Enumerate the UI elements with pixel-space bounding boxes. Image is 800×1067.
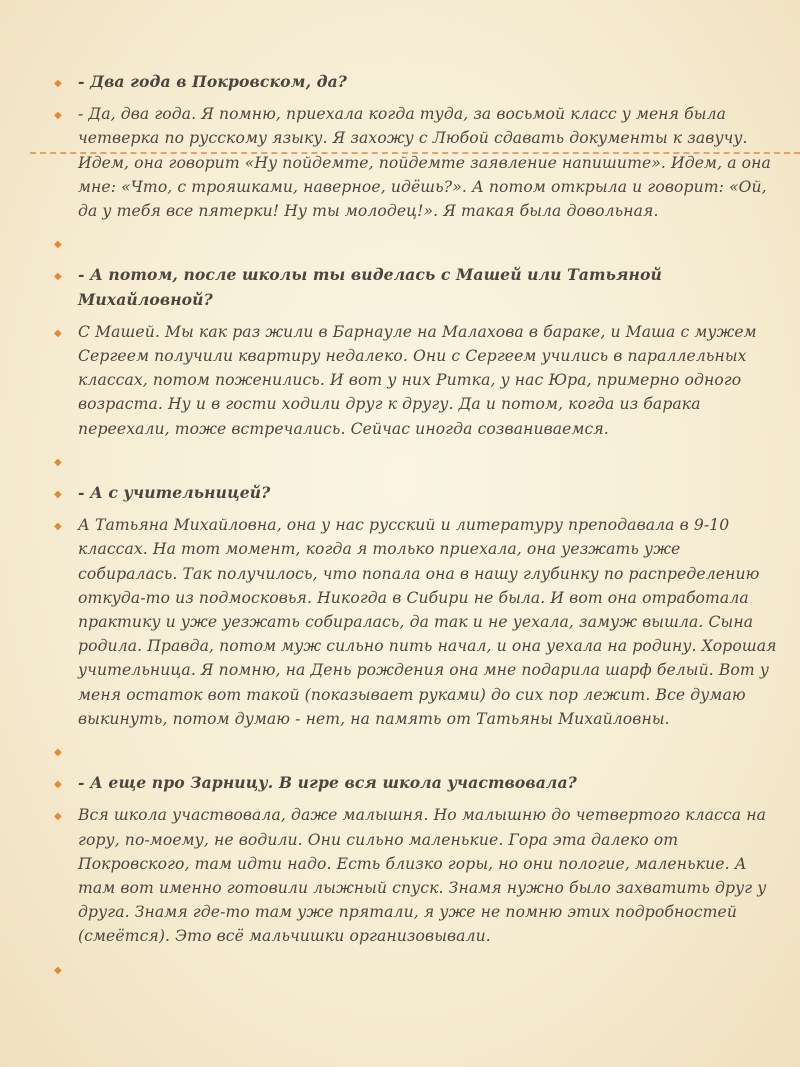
bullet-icon: ◆ (54, 521, 62, 533)
bullet-icon: ◆ (54, 271, 62, 283)
bullet-icon: ◆ (54, 456, 62, 468)
question-paragraph (52, 481, 780, 505)
empty-bullet-paragraph (52, 231, 780, 255)
paragraph-text: - А еще про Зарницу. В игре вся школа участвовала? (78, 773, 577, 793)
bullet-icon: ◆ (54, 489, 62, 501)
bullet-icon: ◆ (54, 811, 62, 823)
paragraph-text: С Машей. Мы как раз жили в Барнауле на Малахова в бараке, и Маша с мужем Сергеем получили квартиру недалеко. Они с Сергеем учились в параллельных классах, потом поженились. И вот у них Ритка, у нас Юра, примерно одного возраста. Ну и в гости ходили друг к другу. Да и потом, когда из барака переехали, тоже встречались. Сейчас иногда созваниваемся. (78, 322, 757, 438)
text-body (52, 70, 780, 981)
bullet-icon: ◆ (54, 239, 62, 251)
bullet-icon: ◆ (54, 964, 62, 976)
paragraph-text: - А с учительницей? (78, 483, 271, 503)
answer-paragraph (52, 320, 780, 441)
bullet-icon: ◆ (54, 110, 62, 122)
answer-paragraph (52, 513, 780, 731)
empty-bullet-paragraph (52, 739, 780, 763)
bullet-icon: ◆ (54, 78, 62, 89)
question-paragraph (52, 263, 780, 311)
empty-bullet-paragraph (52, 957, 780, 981)
paragraph-text: Вся школа участвовала, даже малышня. Но малышню до четвертого класса на гору, по-моему, не водили. Они сильно маленькие. Гора эта далеко от Покровского, там идти надо. Есть близко горы, но они пологие, маленькие. А там вот именно готовили лыжный спуск. Знамя нужно было захватить друг у друга. Знамя где-то там уже прятали, я уже не помню этих подробностей (смеётся). Это всё мальчишки организовывали. (78, 806, 767, 946)
answer-paragraph (52, 102, 780, 223)
paragraph-text: - А потом, после школы ты виделась с Машей или Татьяной Михайловной? (78, 265, 662, 309)
bullet-icon: ◆ (54, 327, 62, 339)
empty-bullet-paragraph (52, 449, 780, 473)
paragraph-text: - Да, два года. Я помню, приехала когда туда, за восьмой класс у меня была четверка по русскому языку. Я захожу с Любой сдавать документы к завучу. Идем, она говорит «Ну пойдемте, пойдемте заявление напишите». Идем, а она мне: «Что, с трояшками, наверное, идёшь?». А потом открыла и говорит: «Ой, да у тебя все пятерки! Ну ты молодец!». Я такая была довольная. (78, 105, 771, 221)
question-paragraph (52, 771, 780, 795)
paragraph-text: А Татьяна Михайловна, она у нас русский и литературу преподавала в 9-10 классах. На тот момент, когда я только приехала, она уезжать уже собиралась. Так получилось, что попала она в нашу глубинку по распределению откуда-то из подмосковья. Никогда в Сибири не была. И вот она отработала практику и уже уезжать собиралась, да так и не уехала, замуж вышла. Сына родила. Правда, потом муж сильно пить начал, и она уехала на родину. Хорошая учительница. Я помню, на День рождения она мне подарила шарф белый. Вот у меня остаток вот такой (показывает руками) до сих пор лежит. Все думаю выкинуть, потом думаю - нет, на память от Татьяны Михайловны. (78, 516, 777, 728)
paragraph-text: - Два года в Покровском, да? (78, 72, 348, 91)
bullet-icon: ◆ (54, 747, 62, 759)
question-paragraph (52, 70, 780, 94)
answer-paragraph (52, 803, 780, 948)
bullet-icon: ◆ (54, 779, 62, 791)
